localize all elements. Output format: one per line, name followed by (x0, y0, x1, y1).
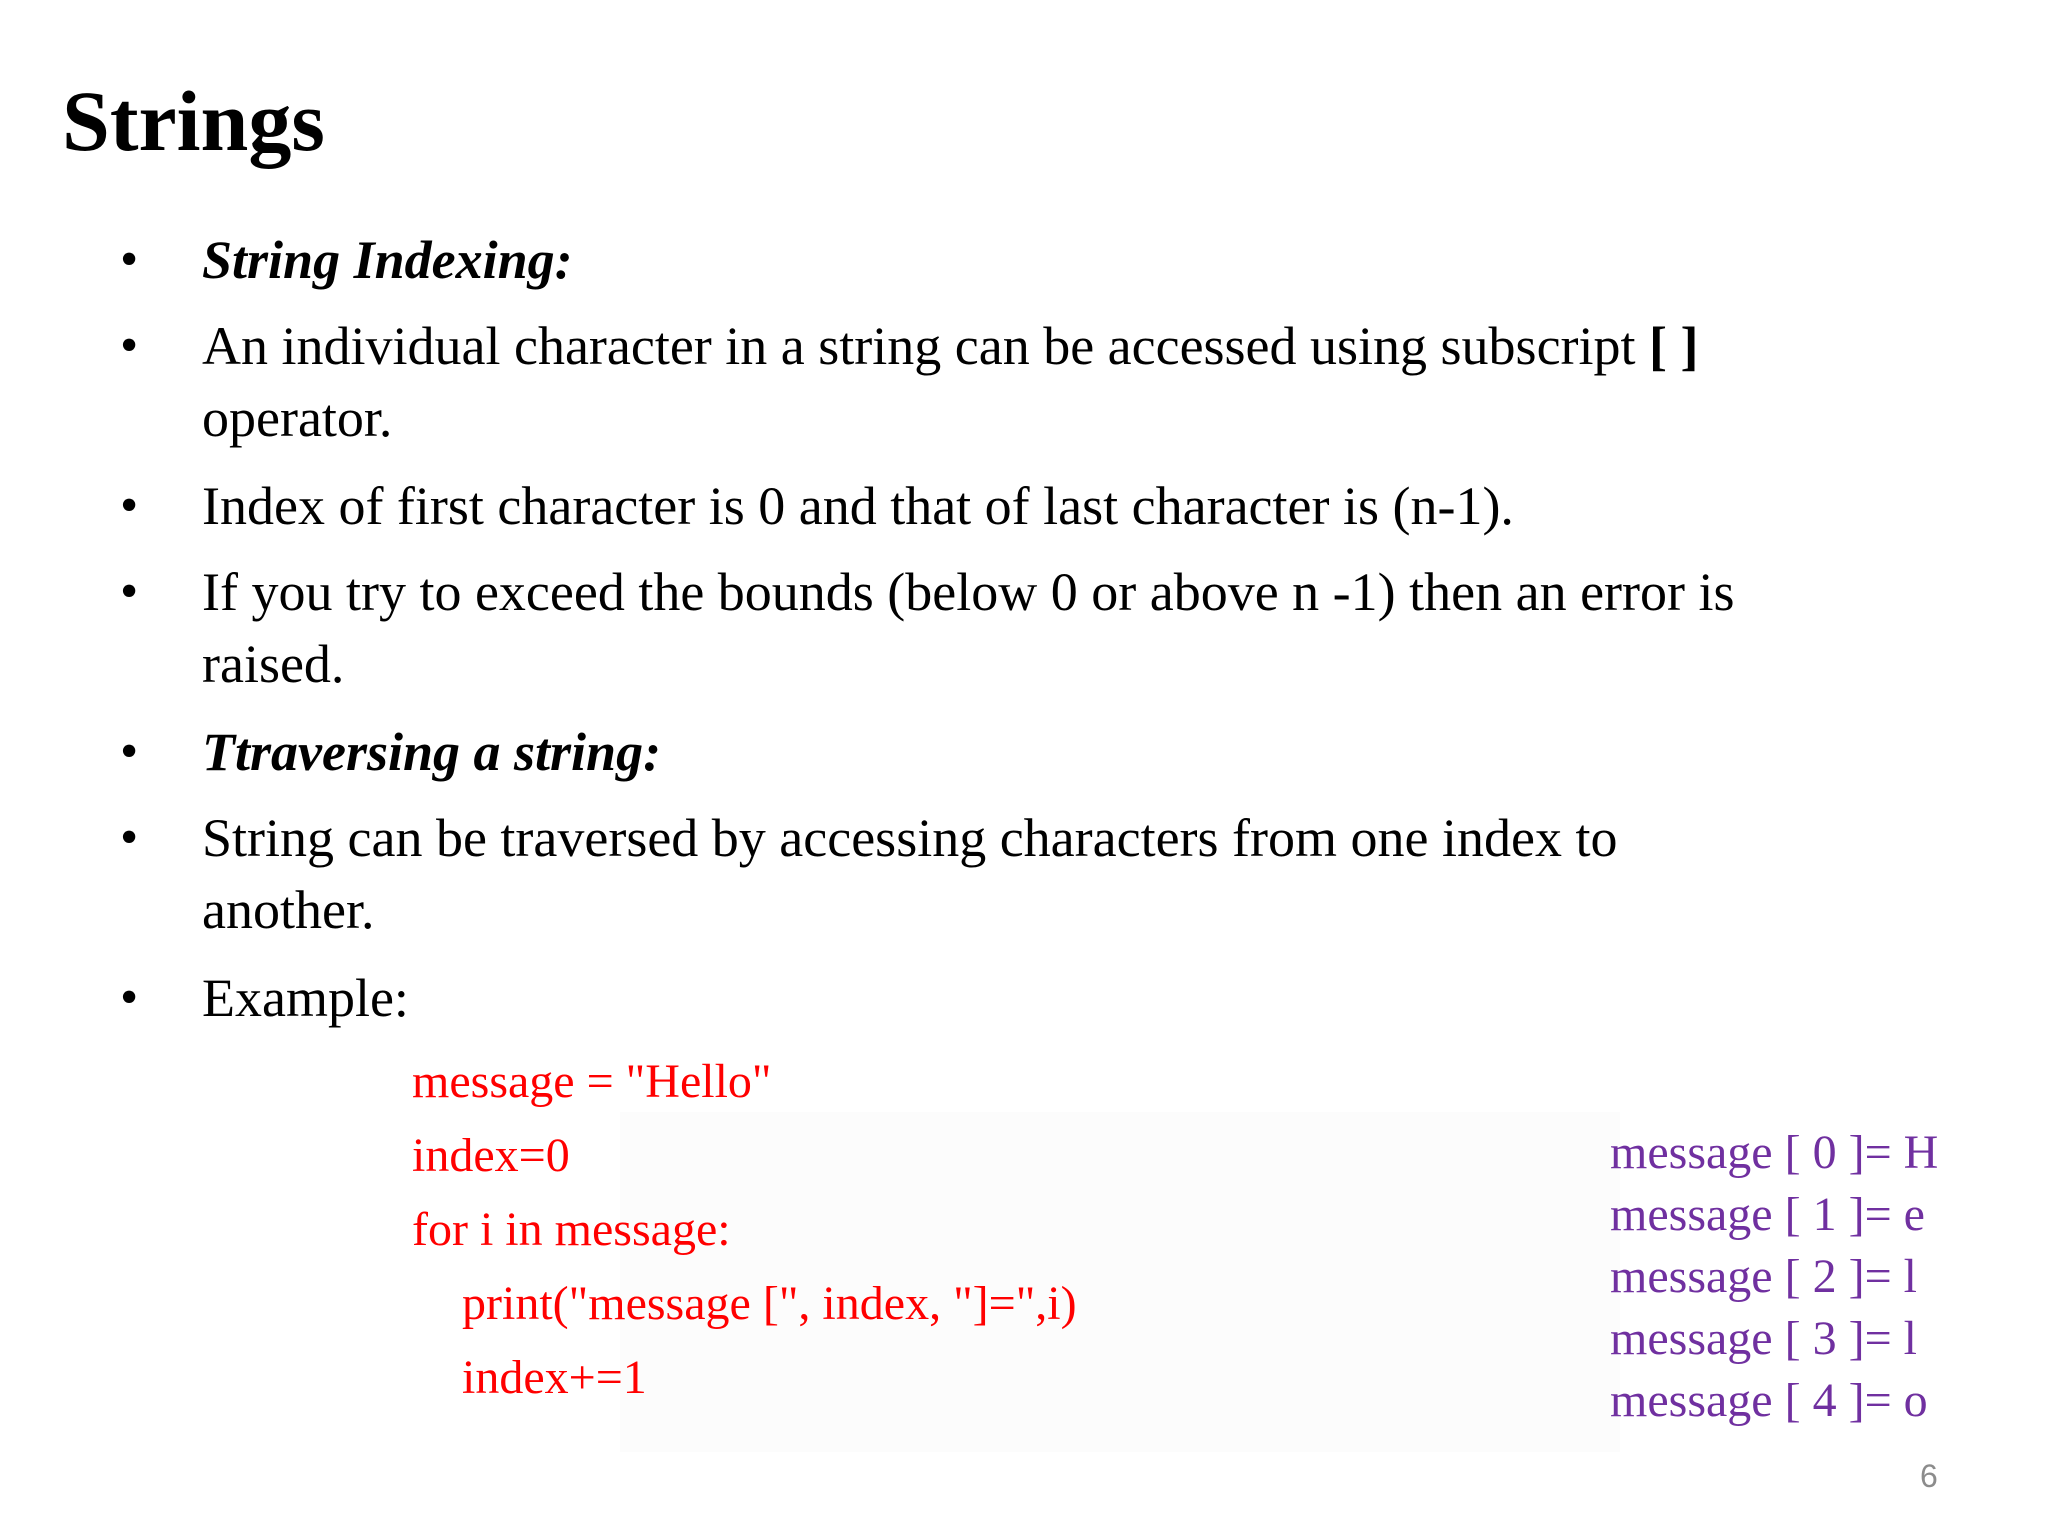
bullet-text-continuation: operator. (202, 388, 393, 448)
bullet-glyph: • (120, 723, 139, 780)
output-line: message [ 4 ]= o (1610, 1374, 1928, 1427)
bullet-text-continuation: raised. (202, 634, 345, 694)
bullet-glyph: • (120, 969, 139, 1026)
bullet-glyph: • (120, 809, 139, 866)
output-line: message [ 3 ]= l (1610, 1312, 1917, 1365)
bullet-heading-string-indexing: String Indexing: (202, 230, 573, 290)
bullet-glyph: • (120, 477, 139, 534)
code-line: index+=1 (462, 1351, 647, 1404)
bullet-text-example: Example: (202, 968, 409, 1028)
bullet-heading-traversing: Ttraversing a string: (202, 722, 662, 782)
code-line: for i in message: (412, 1203, 731, 1256)
slide-title: Strings (62, 73, 325, 169)
output-line: message [ 1 ]= e (1610, 1188, 1925, 1241)
bullet-glyph: • (120, 231, 139, 288)
page-number: 6 (1920, 1458, 1938, 1494)
code-line: message = "Hello" (412, 1055, 772, 1108)
output-line: message [ 0 ]= H (1610, 1126, 1939, 1179)
code-line: print("message [", index, "]=",i) (462, 1277, 1077, 1330)
bullet-glyph: • (120, 317, 139, 374)
bullet-text (202, 310, 1962, 382)
bullet-text-continuation: another. (202, 880, 375, 940)
bullet-text: String can be traversed by accessing characters from one index to (202, 808, 1618, 868)
bullet-text-main: An individual character in a string can be accessed using subscript (202, 316, 1650, 376)
bullet-glyph: • (120, 563, 139, 620)
bullet-text: If you try to exceed the bounds (below 0 or above n -1) then an error is (202, 562, 1735, 622)
code-line: index=0 (412, 1129, 570, 1182)
output-line: message [ 2 ]= l (1610, 1250, 1917, 1303)
bullet-text: Index of first character is 0 and that of last character is (n-1). (202, 476, 1514, 536)
subscript-operator-glyph: [ ] (1649, 316, 1699, 376)
